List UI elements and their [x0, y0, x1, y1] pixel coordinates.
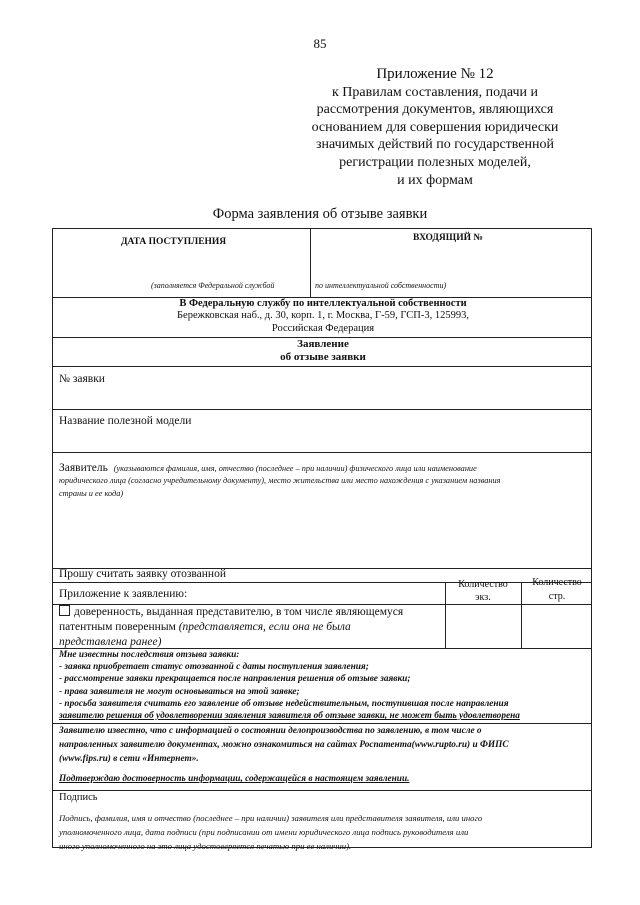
addressee-line: Бережковская наб., д. 30, корп. 1, г. Москва, Г-59, ГСП-3, 125993, [177, 310, 469, 321]
attachment-item-note: представлена ранее) [59, 636, 162, 648]
statement-title: Заявление [297, 338, 349, 350]
consequences-title: Мне известны последствия отзыва заявки: [59, 650, 240, 660]
copies-column-header: экз. [475, 592, 491, 603]
appendix-line: рассмотрения документов, являющихся [316, 102, 554, 118]
attachment-item-note: (представляется, если она не была [178, 621, 351, 633]
checkbox-icon[interactable] [59, 605, 70, 616]
withdrawal-request: Прошу считать заявку отозванной [59, 568, 226, 580]
applicant-note: юридического лица (согласно учредительному документу), место жительства или место нахождения с указанием названия [59, 476, 501, 485]
form-title: Форма заявления об отзыве заявки [212, 206, 428, 222]
consequence-item: - просьба заявителя считать его заявление об отзыве недействительным, поступившая после направления [59, 699, 509, 709]
appendix-line: основанием для совершения юридически [311, 119, 559, 135]
appendix-line: Приложение № 12 [376, 66, 494, 82]
info-text: Заявителю известно, что с информацией о состоянии делопроизводства по заявлению, в том числе о [59, 726, 482, 736]
attachment-item-text-part: патентным поверенным [59, 621, 176, 633]
signature-label: Подпись [59, 792, 98, 803]
signature-note: иного уполномоченного на это лица удостоверяется печатью при ее наличии). [59, 841, 352, 851]
row-divider [53, 648, 591, 649]
signature-note: уполномоченного лица, дата подписи (при подписании от имени юридического лица подпись руководителя или [59, 827, 469, 837]
applicant-label [59, 462, 477, 474]
filled-by-note: по интеллектуальной собственности) [315, 281, 447, 290]
signature-note: Подпись, фамилия, имя и отчество (последнее – при наличии) заявителя или представителя заявителя, или иного [59, 813, 483, 823]
incoming-number-label: ВХОДЯЩИЙ № [413, 233, 483, 243]
appendix-line: значимых действий по государственной [316, 137, 554, 153]
addressee-line: Российская Федерация [271, 323, 375, 334]
confirmation-text: Подтверждаю достоверность информации, содержащейся в настоящем заявлении. [59, 774, 410, 784]
applicant-note: страны и ее кода) [59, 489, 124, 498]
addressee-line: В Федеральную службу по интеллектуальной собственности [179, 298, 467, 309]
consequence-item: - заявка приобретает статус отозванной с даты поступления заявления; [59, 662, 369, 672]
pages-column-header: стр. [548, 591, 566, 602]
attachment-item-text: доверенность, выданная представителю, в том числе являющемуся [74, 606, 404, 618]
application-number-label: № заявки [59, 373, 105, 385]
info-text: (www.fips.ru) в сети «Интернет». [59, 754, 199, 764]
pages-column-header: Количество [532, 577, 582, 588]
row-divider [53, 409, 591, 410]
appendix-line: регистрации полезных моделей, [339, 154, 531, 170]
attachment-item [59, 605, 403, 618]
row-divider [53, 452, 591, 453]
statement-subtitle: об отзыве заявки [280, 351, 366, 363]
appendix-line: к Правилам составления, подачи и [331, 84, 538, 100]
attachment-item-text [59, 621, 351, 633]
date-received-label: ДАТА ПОСТУПЛЕНИЯ [121, 237, 227, 247]
header-divider [310, 229, 311, 297]
applicant-note: (указываются фамилия, имя, отчество (последнее – при наличии) физического лица или наименование [113, 464, 477, 473]
consequence-item: - рассмотрение заявки прекращается после направления решения об отзыве заявки; [59, 674, 411, 684]
row-divider [53, 790, 591, 791]
appendix-line: и их формам [397, 172, 473, 188]
appendix-heading [290, 66, 580, 189]
page-number: 85 [313, 36, 327, 51]
consequence-item: заявителю решения об удовлетворении заявления заявителя об отзыве заявки, не может быть удовлетворена [59, 711, 520, 721]
info-text: направленных заявителю документах, можно ознакомиться на сайтах Роспатента(www.rupto.ru) и ФИПС [59, 740, 509, 750]
utility-model-name-label: Название полезной модели [59, 415, 192, 427]
applicant-label-text: Заявитель [59, 462, 108, 474]
attachments-label: Приложение к заявлению: [59, 588, 188, 600]
application-form [52, 228, 592, 851]
row-divider [53, 366, 591, 367]
copies-column-header: Количество [458, 579, 508, 590]
consequence-item: - права заявителя не могут основываться на этой заявке; [59, 687, 300, 697]
filled-by-note: (заполняется Федеральной службой [151, 281, 275, 290]
row-divider [53, 723, 591, 724]
